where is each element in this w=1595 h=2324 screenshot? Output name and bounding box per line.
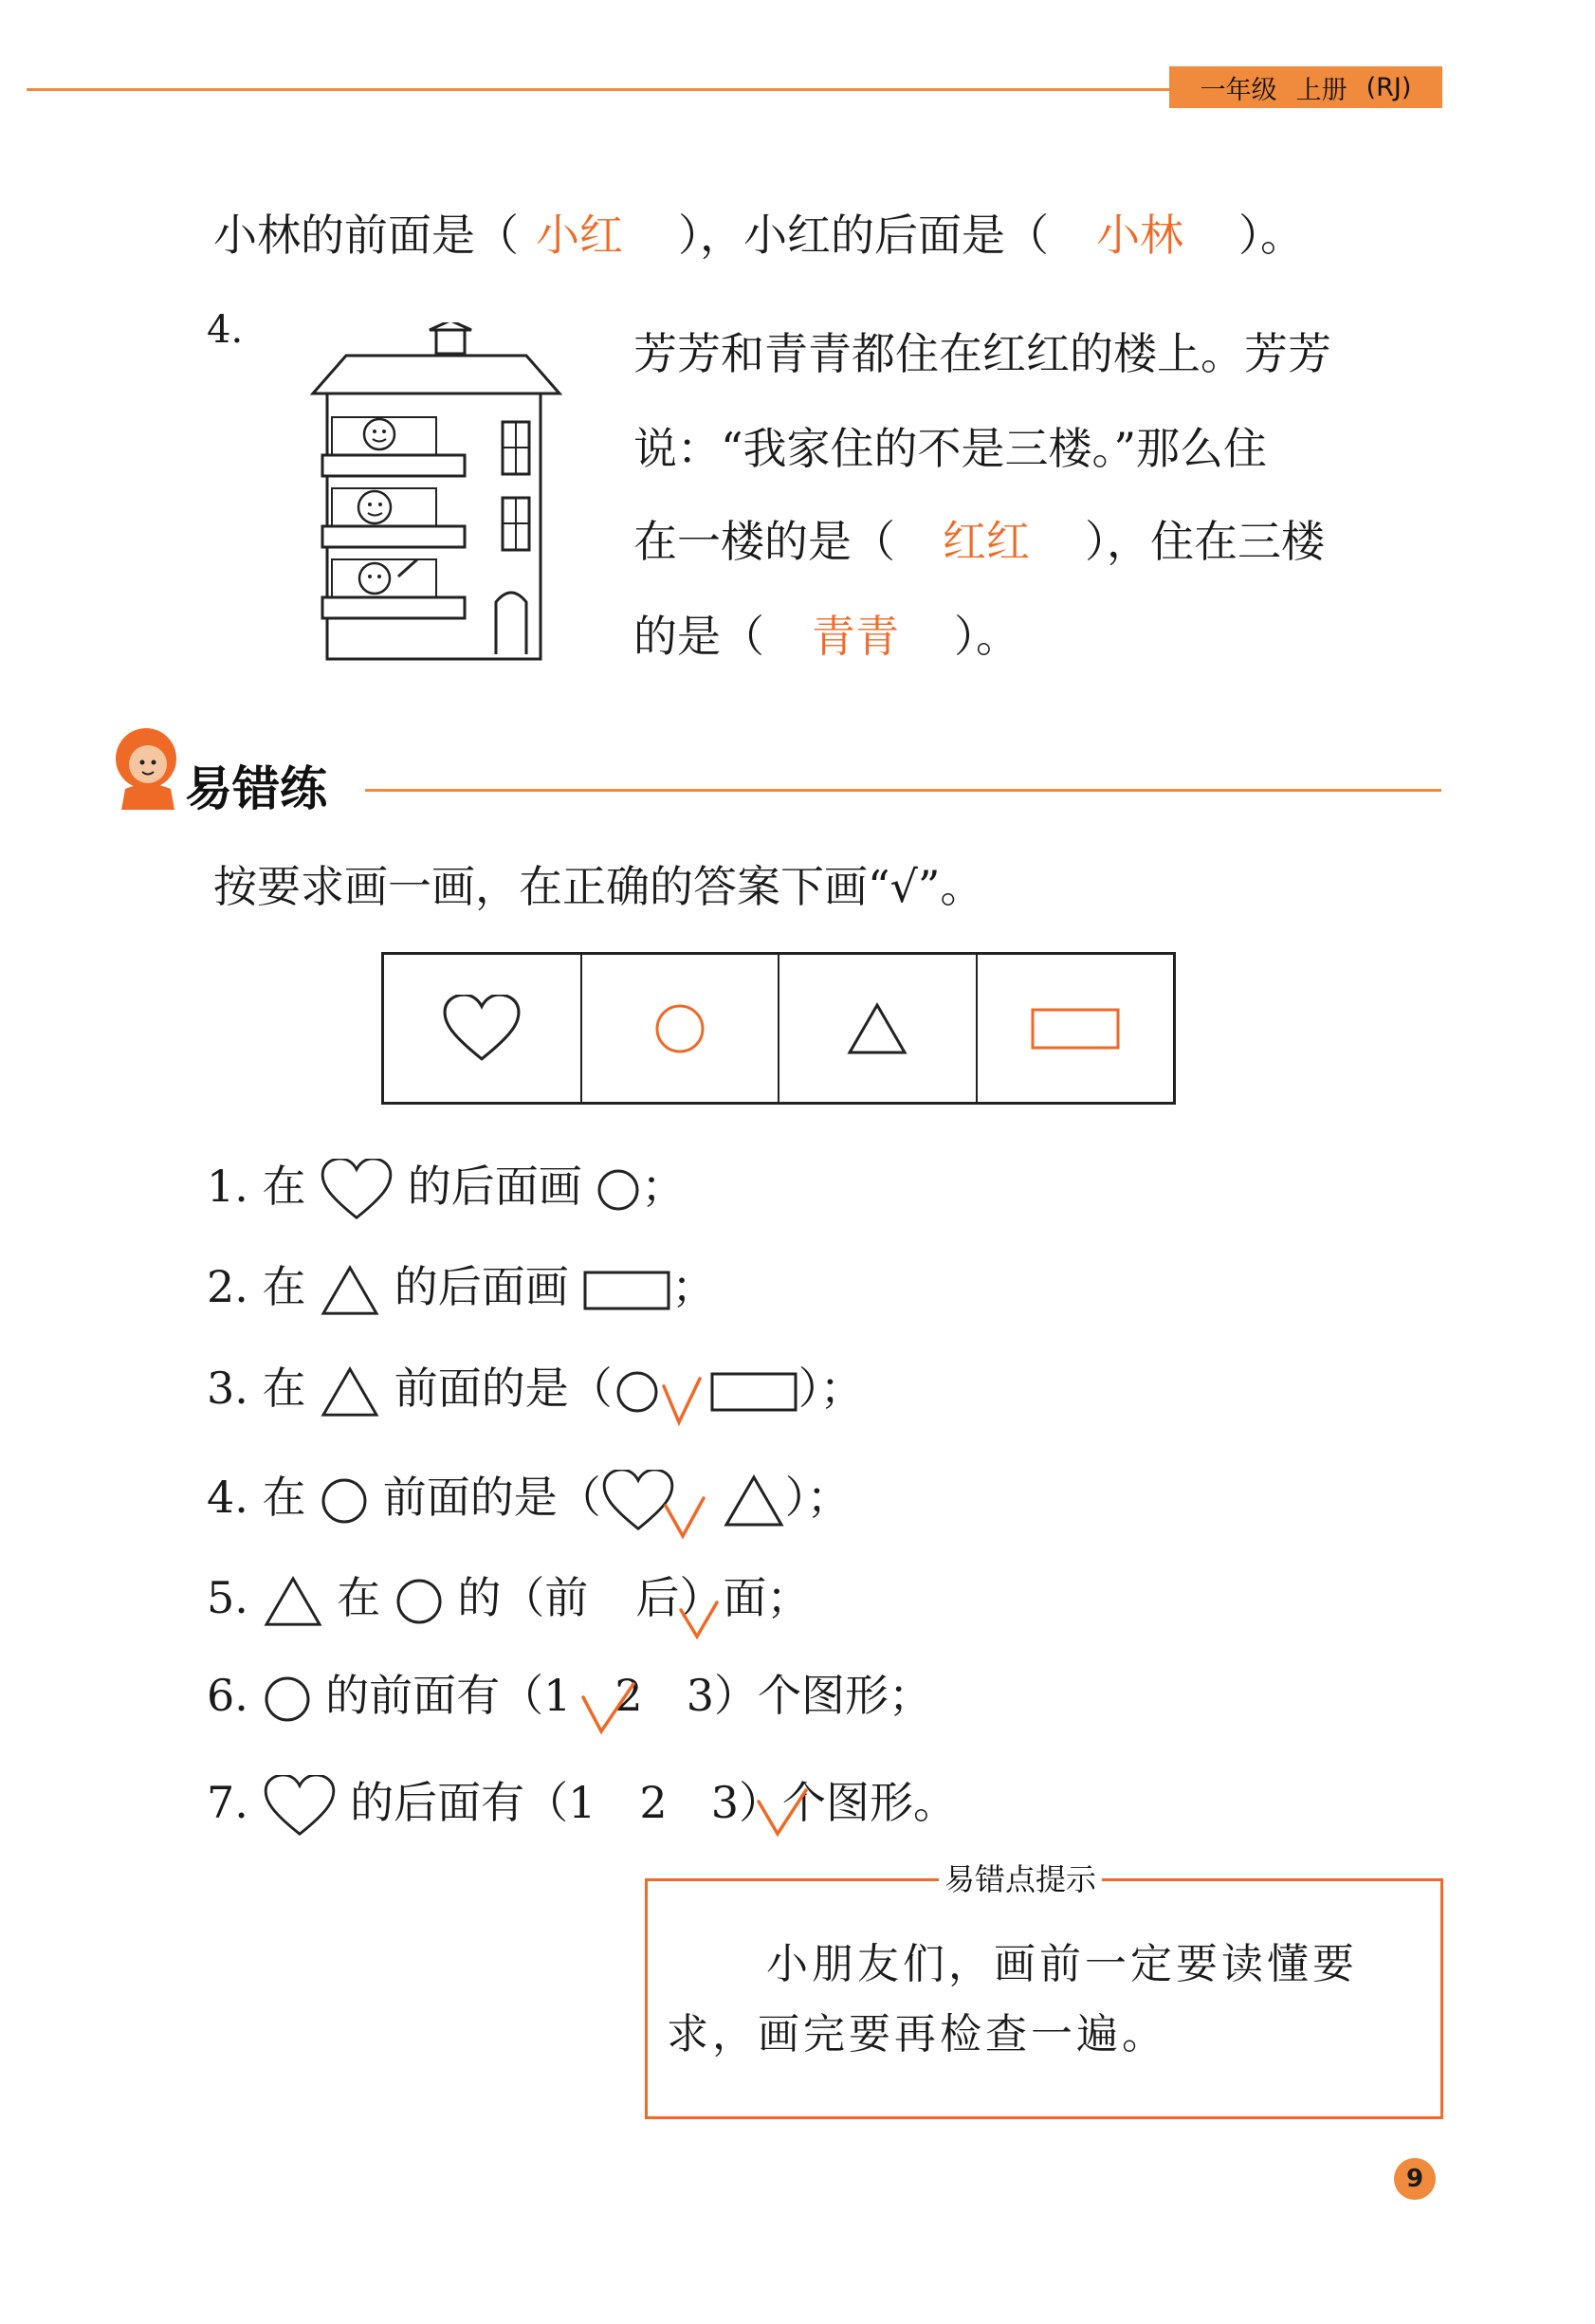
item-1-text-a: 在 (262, 1161, 306, 1212)
item-3-end: ）； (798, 1363, 864, 1414)
tip-line-1: 小朋友们，画前一定要读懂要 (766, 1940, 1358, 1988)
q4-line-2: 说：“我家住的不是三楼。”那么住 (633, 423, 1268, 474)
item-6 (207, 1670, 932, 1724)
item-5 (207, 1572, 811, 1628)
triangle-icon (320, 1365, 380, 1418)
item-2-text-a: 在 (262, 1261, 306, 1312)
item-5-text-a: 在 (337, 1572, 381, 1623)
q3-answer-2: 小林 (1096, 210, 1183, 261)
circle-option-icon (613, 1369, 662, 1415)
item-4-number: 4. (207, 1472, 248, 1523)
item-5-number: 5. (207, 1572, 248, 1623)
triangle-icon (263, 1575, 323, 1628)
q3-text-1: 小林的前面是（ (213, 210, 519, 261)
q4-answer-1: 红红 (943, 516, 1030, 567)
item-2-end: ； (671, 1261, 716, 1312)
q3-answer-line (213, 210, 1304, 261)
rectangle-shape (1030, 1007, 1121, 1051)
item-7-text-c: 3）个图形。 (710, 1777, 957, 1828)
item-7-number: 7. (207, 1777, 248, 1828)
shape-cell-heart (384, 955, 582, 1102)
section-title: 易错练 (185, 761, 327, 816)
q4-line-4-text: 的是（ (633, 611, 764, 662)
grade-label: 一年级 (1200, 75, 1277, 105)
item-6-text-a: 的前面有（1 (325, 1670, 572, 1721)
triangle-icon (320, 1264, 380, 1317)
circle-icon (320, 1476, 369, 1526)
rectangle-icon (582, 1270, 671, 1311)
q4-number: 4. (207, 308, 244, 352)
circle-shape (653, 1002, 706, 1055)
heart-icon (320, 1159, 394, 1221)
shape-cell-triangle (779, 955, 978, 1102)
item-3-number: 3. (207, 1363, 248, 1414)
q4-answer-2: 青青 (812, 611, 899, 662)
item-5-text-c: 后）面； (635, 1572, 811, 1623)
heart-shape (443, 995, 521, 1063)
item-4-text-a: 在 (262, 1472, 306, 1523)
q4-line-1: 芳芳和青青都住在红红的楼上。芳芳 (633, 328, 1331, 379)
header-rule (27, 88, 1169, 91)
shape-cell-circle (582, 955, 780, 1102)
q3-text-3: ）。 (1238, 210, 1304, 261)
q4-line-3-text: 在一楼的是（ (633, 516, 895, 567)
item-6-text-c: 3）个图形； (686, 1670, 932, 1721)
q3-answer-1: 小红 (536, 210, 623, 261)
q4-line-3 (633, 516, 1325, 567)
tip-title: 易错点提示 (939, 1856, 1102, 1899)
item-7 (207, 1775, 957, 1838)
item-7-text-a: 的后面有（1 (350, 1777, 596, 1828)
q4-line-4-text-b: ）。 (954, 611, 1019, 662)
item-1-end: ； (641, 1161, 686, 1212)
heart-icon (263, 1775, 337, 1838)
header-grade-tag (1169, 66, 1442, 108)
circle-icon (263, 1674, 312, 1724)
page-number: 9 (1394, 2158, 1436, 2200)
item-1-text-b: 的后面画 (407, 1161, 582, 1212)
volume-label: 上册 (1295, 75, 1348, 105)
item-6-number: 6. (207, 1670, 248, 1721)
edition-label: (RJ) (1366, 72, 1412, 102)
item-3-text-b: 前面的是（ (394, 1363, 613, 1414)
q4-line-3-text-b: ），住在三楼 (1085, 516, 1325, 567)
item-7-text-b: 2 (639, 1777, 668, 1828)
item-6-text-b: 2 (614, 1670, 643, 1721)
item-1 (207, 1159, 685, 1221)
triangle-shape (846, 1001, 908, 1056)
item-2 (207, 1261, 716, 1317)
item-5-text-b: 的（前 (457, 1572, 589, 1623)
item-2-number: 2. (207, 1261, 248, 1312)
shape-cell-rectangle (978, 955, 1174, 1102)
item-4 (207, 1470, 851, 1532)
circle-icon (596, 1167, 641, 1213)
tip-box (645, 1878, 1443, 2119)
apartment-building-illustration (308, 322, 564, 664)
item-2-text-b: 的后面画 (394, 1261, 569, 1312)
q3-text-2: ），小红的后面是（ (678, 210, 1049, 261)
triangle-option-icon (723, 1473, 785, 1528)
section-rule (365, 789, 1441, 792)
item-3-text-a: 在 (262, 1363, 306, 1414)
instruction-text: 按要求画一画，在正确的答案下画“√”。 (213, 861, 984, 912)
item-4-end: ）； (784, 1472, 851, 1523)
tip-line-2: 求，画完要再检查一遍。 (667, 2010, 1167, 2059)
rectangle-option-icon (709, 1371, 798, 1413)
girl-mascot-icon (106, 723, 192, 814)
item-3 (207, 1365, 864, 1418)
heart-option-icon (601, 1470, 675, 1532)
circle-icon (394, 1577, 444, 1626)
item-1-number: 1. (207, 1161, 248, 1212)
shape-sequence-box (381, 952, 1176, 1105)
q4-line-4 (633, 611, 1019, 662)
item-4-text-b: 前面的是（ (382, 1472, 601, 1523)
